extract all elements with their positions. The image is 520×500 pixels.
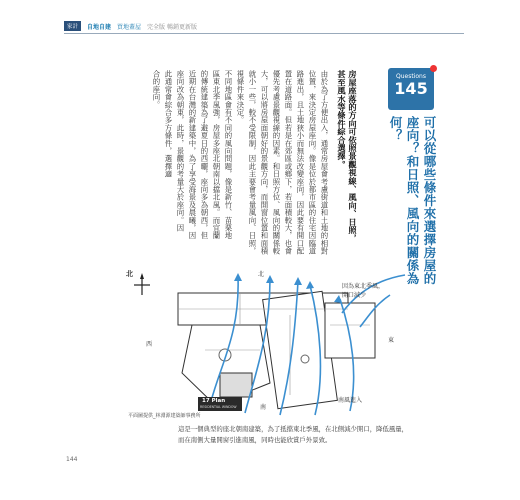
body-line: 由於為了方便出入，通常房屋會考慮街道和土地的相對 bbox=[320, 70, 329, 255]
body-line: 不同地區會有不同的風向問題，像是新竹、苗栗地 bbox=[224, 70, 233, 240]
west-label: 西 bbox=[146, 341, 153, 348]
body-line: 大，可以將房屋面朝好的景觀方向，而開窗位置和面積 bbox=[260, 70, 269, 255]
northeast-wind-note bbox=[342, 281, 384, 299]
plan-subtitle: RESIDENTIAL WINDOW bbox=[200, 405, 237, 409]
body-line: 優先考慮景觀視線的因素。和日照方位、風向的關係較 bbox=[272, 70, 281, 255]
question-label: Questions bbox=[396, 73, 426, 80]
wind-note-line: 開口減少 bbox=[342, 292, 367, 299]
body-line: 區東北季風強，房屋多座北朝南以擋北風。而宜蘭 bbox=[212, 70, 221, 240]
body-line: 合的座向。 bbox=[152, 70, 161, 109]
header-badge: 家計 bbox=[64, 21, 81, 31]
question-title-line: 可以從哪些條件來選擇房屋的 bbox=[422, 116, 437, 285]
diagram-source: 平面圖提供_林淵源建築師事務所 bbox=[128, 413, 201, 419]
badge-dot bbox=[430, 65, 437, 72]
page-number: 144 bbox=[66, 456, 78, 463]
question-title-line: 何？ bbox=[388, 116, 403, 142]
body-line: 此通常會綜合多方條件，選擇適 bbox=[164, 70, 173, 178]
body-line: 置在道路面。但若是在郊區或鄉下，若面積較大，也會 bbox=[284, 70, 293, 255]
body-line: 近期在台灣的新建築中，為了享受海景及晨曦，因 bbox=[188, 70, 197, 240]
body-line: 視條件來決定。 bbox=[236, 70, 245, 124]
answer-line: 甚至風水等條件綜合選擇。 bbox=[337, 70, 347, 169]
question-number: 145 bbox=[394, 79, 428, 98]
body-text bbox=[150, 70, 330, 255]
running-header bbox=[64, 20, 197, 32]
body-line: 座向改為朝東，此時，景觀的考量大於座向。因 bbox=[176, 70, 185, 232]
south-wind-note: 南風進入 bbox=[338, 397, 363, 404]
header-rule bbox=[64, 33, 464, 34]
caption-line: 這是一個典型的座北朝南建築，為了抵擋東北季風，在北側減少開口，降低風量， bbox=[178, 425, 409, 433]
compass-icon bbox=[134, 273, 150, 295]
north-label: 北 bbox=[258, 271, 265, 278]
header-edition: 完全版 暢銷更新版 bbox=[147, 23, 197, 31]
question-badge bbox=[388, 68, 434, 110]
floor-plan-diagram bbox=[120, 255, 410, 420]
east-label: 東 bbox=[388, 337, 395, 344]
plan-name: 17 Plan bbox=[202, 398, 226, 404]
body-line: 位置，來決定房屋座向。像是位於都市區的住宅因臨道 bbox=[308, 70, 317, 255]
south-label: 南 bbox=[260, 404, 267, 411]
body-line: 就小一些，較不受限制，因此主要會考量風向、日照， bbox=[248, 70, 257, 255]
body-line: 路進出，且土地狹小而無法改變座向，因此要有開口配 bbox=[296, 70, 305, 255]
answer-summary bbox=[336, 70, 358, 242]
floor-plan-svg bbox=[120, 255, 410, 420]
answer-line: 房屋座落的方向可依照景觀視線、風向、日照， bbox=[348, 70, 358, 243]
caption-line: 而在南側大量開窗引進南風，同時也能欣賞戶外景致。 bbox=[178, 436, 332, 444]
compass-north-symbol: 北 bbox=[126, 270, 133, 278]
header-book-title: 自地自建 bbox=[87, 23, 112, 31]
body-line: 的傳統建築為了避夏日的西曬，座向多為朝西，但 bbox=[200, 70, 209, 240]
header-subtitle: 買地蓋屋 bbox=[117, 23, 142, 31]
question-title-line: 座向？和日照、風向的關係為 bbox=[405, 116, 420, 285]
wind-note-line: 因為東北季風， bbox=[342, 283, 385, 290]
